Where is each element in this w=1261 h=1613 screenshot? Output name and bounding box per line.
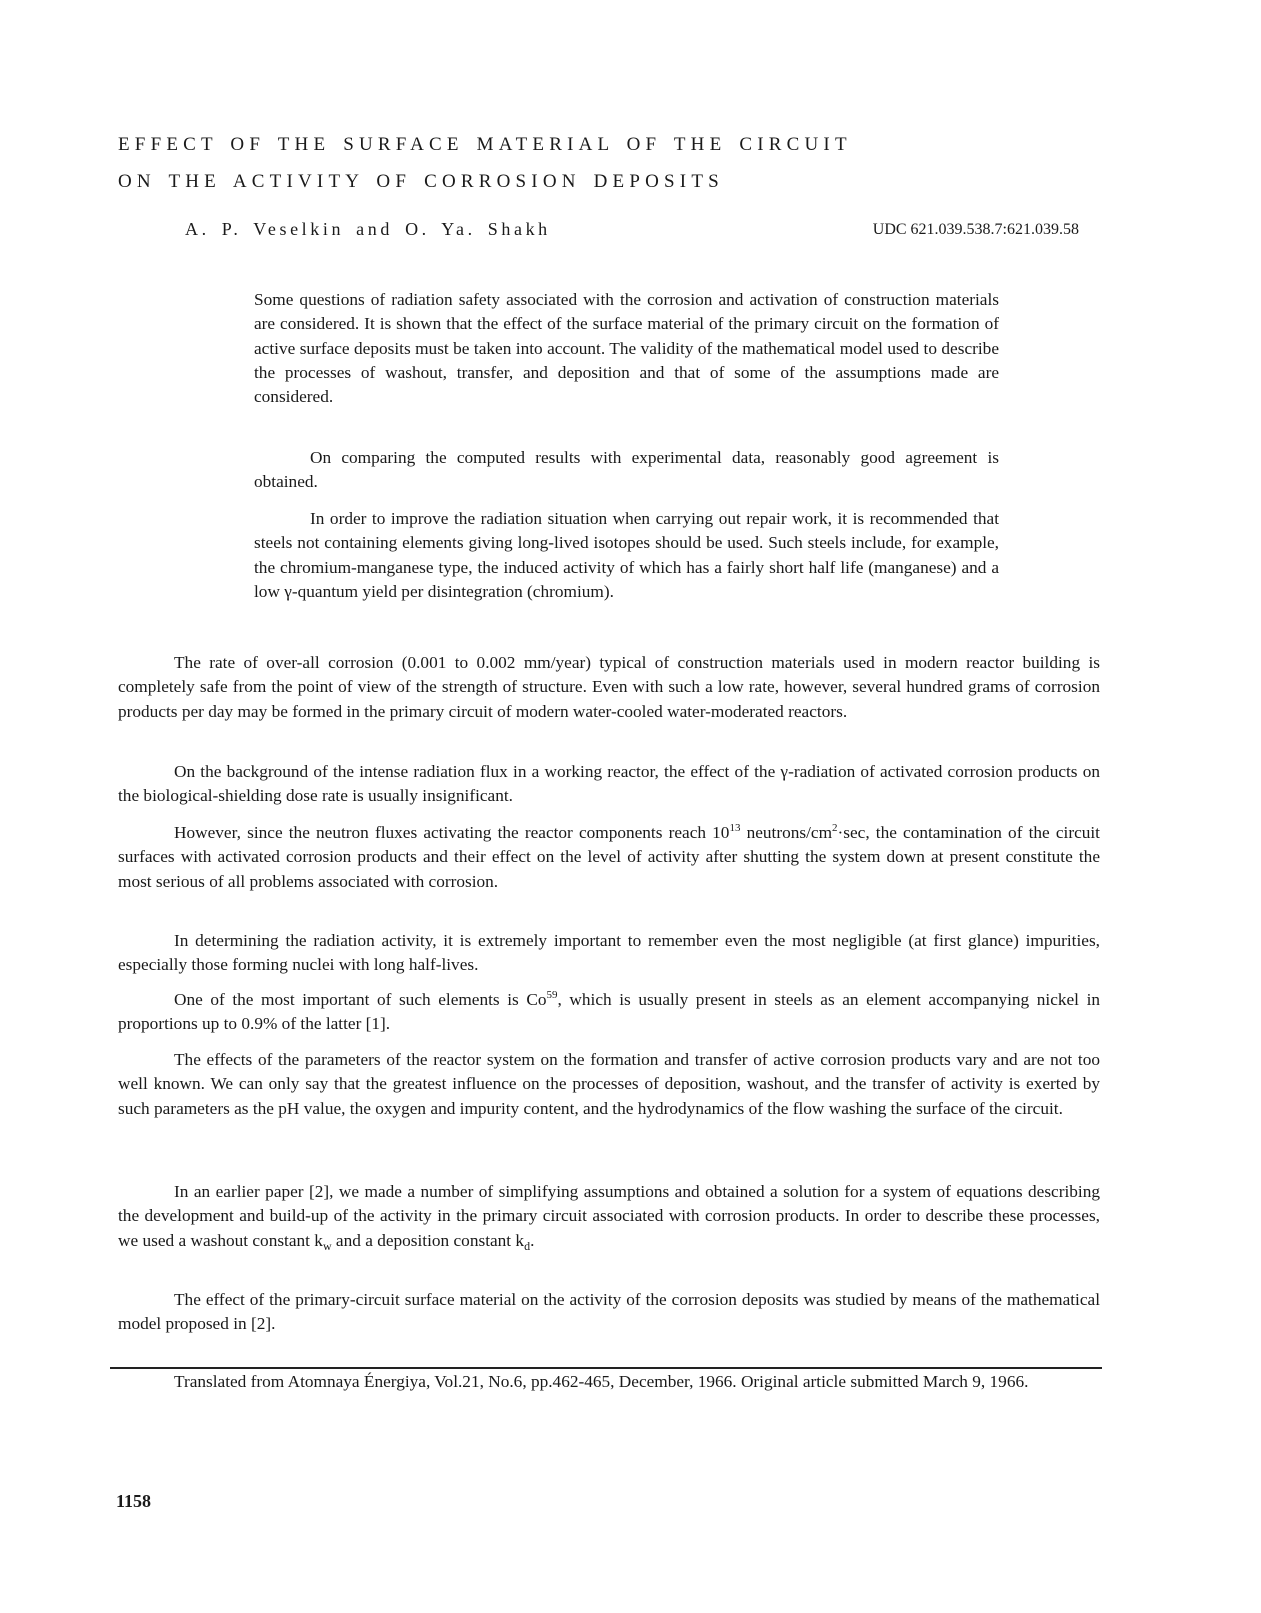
body-paragraph-1 [118, 651, 1100, 724]
text-run: However, since the neutron fluxes activating the reactor components reach 10 [174, 823, 730, 842]
footnote-text: Translated from Atomnaya Énergiya, Vol.21, No.6, pp.462-465, December, 1966. Original article submitted March 9, 1966. [174, 1372, 1029, 1391]
abstract-paragraph-1 [254, 288, 999, 409]
authors: A. P. Veselkin and O. Ya. Shakh [185, 219, 551, 239]
superscript: 13 [729, 822, 741, 834]
title-line-1: EFFECT OF THE SURFACE MATERIAL OF THE CIRCUIT [118, 134, 852, 155]
subscript: d [524, 1238, 531, 1253]
title-line-2: ON THE ACTIVITY OF CORROSION DEPOSITS [118, 171, 724, 192]
superscript: 2 [832, 822, 838, 834]
body-paragraph-6 [118, 1048, 1100, 1121]
body-paragraph-4 [118, 929, 1100, 978]
udc-code: UDC 621.039.538.7:621.039.58 [872, 221, 1079, 238]
text-run: ·sec, the contamination of the circuit surfaces with activated corrosion products and their effect on the level of activity after shutting the system down at present constitute the most serious of all problems associated with corrosion. [118, 823, 1100, 891]
text-run: and a deposition constant k [331, 1230, 525, 1250]
footnote [118, 1370, 1038, 1394]
paragraph-text: The effects of the parameters of the reactor system on the formation and transfer of active corrosion products vary and are not too well known. We can only say that the greatest influence on the processes of deposition, washout, and the transfer of activity is exerted by such parameters as the pH value, the oxygen and impurity content, and the hydrodynamics of the flow washing the surface of the circuit. [118, 1050, 1100, 1118]
abstract-paragraph-2 [254, 446, 999, 495]
paragraph-text: In determining the radiation activity, it is extremely important to remember even the most negligible (at first glance) impurities, especially those forming nuclei with long half-lives. [118, 931, 1100, 975]
body-paragraph-8 [118, 1288, 1100, 1337]
abstract-text-2: On comparing the computed results with experimental data, reasonably good agreement is obtained. [254, 448, 999, 492]
text-run: , which is usually present in steels as an element accompanying nickel in proportions up to 0.9% of the latter [1]. [118, 990, 1101, 1034]
page-number: 1158 [116, 1491, 152, 1511]
abstract-paragraph-3 [254, 507, 999, 604]
subscript: w [322, 1238, 332, 1253]
paragraph-text [118, 988, 1100, 1037]
text-run: One of the most important of such elements is Co [174, 990, 547, 1009]
body-paragraph-2 [118, 760, 1100, 809]
paragraph-text [118, 1180, 1100, 1253]
abstract-text-3: In order to improve the radiation situation when carrying out repair work, it is recommended that steels not containing elements giving long-lived isotopes should be used. Such steels include, for example, the chromium-manganese type, the induced activity of which has a fairly short half life (manganese) and a low γ-quantum yield per disintegration (chromium). [254, 509, 999, 601]
paragraph-text: The effect of the primary-circuit surface material on the activity of the corrosion deposits was studied by means of the mathematical model proposed in [2]. [118, 1290, 1100, 1334]
text-run: neutrons/cm [740, 823, 833, 842]
paragraph-text: The rate of over-all corrosion (0.001 to 0.002 mm/year) typical of construction materials used in modern reactor building is completely safe from the point of view of the strength of structure. Even with such a low rate, however, several hundred grams of corrosion products per day may be formed in the primary circuit of modern water-cooled water-moderated reactors. [118, 653, 1100, 721]
superscript: 59 [546, 989, 558, 1001]
paragraph-text: On the background of the intense radiation flux in a working reactor, the effect of the γ-radiation of activated corrosion products on the biological-shielding dose rate is usually insignificant. [118, 762, 1100, 806]
abstract-text-1: Some questions of radiation safety associated with the corrosion and activation of construction materials are considered. It is shown that the effect of the surface material of the primary circuit on the formation of active surface deposits must be taken into account. The validity of the mathematical model used to describe the processes of washout, transfer, and deposition and that of some of the assumptions made are considered. [254, 290, 999, 407]
text-run: . [530, 1230, 535, 1250]
paragraph-text [118, 821, 1100, 894]
text-run: In an earlier paper [2], we made a number of simplifying assumptions and obtained a solution for a system of equations describing the development and build-up of the activity in the primary circuit associated with corrosion products. In order to describe these processes, we used a washout constant k [118, 1182, 1100, 1250]
footnote-divider [110, 1367, 1102, 1369]
body-paragraph-3 [118, 821, 1100, 894]
body-paragraph-7 [118, 1180, 1100, 1253]
body-paragraph-5 [118, 988, 1100, 1037]
